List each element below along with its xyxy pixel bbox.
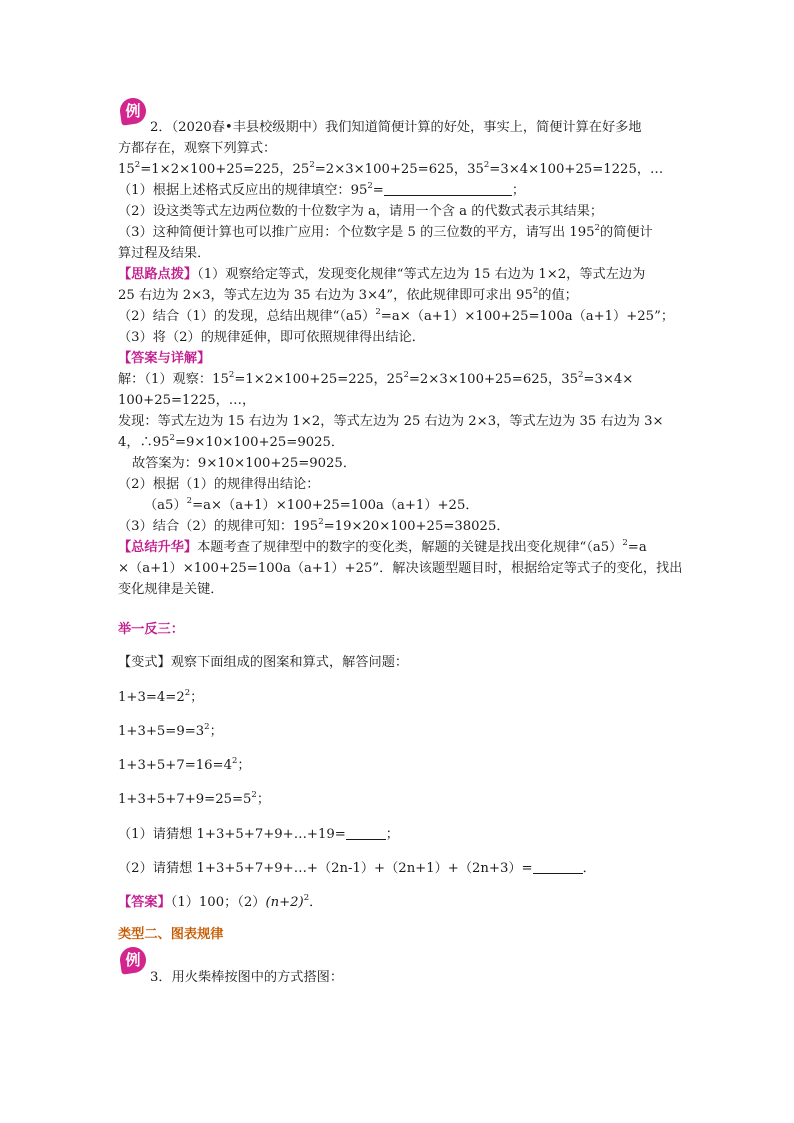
- practice-intro: 【变式】观察下面组成的图案和算式，解答问题：: [118, 655, 409, 670]
- summary-label: 【总结升华】: [118, 540, 198, 555]
- hint-line1: 【思路点拨】（1）观察给定等式，发现变化规律“等式左边为 15 右边为 1×2，等式左边为: [118, 267, 646, 282]
- hint-line3: （2）结合（1）的发现，总结出规律“$(a5)^2=a\times(a+1)\times 100+25=100a(a+1)+25$”；: [118, 307, 675, 324]
- example2-question1: （1）根据上述格式反应出的规律填空：$95^2=$ ；: [118, 181, 526, 198]
- practice-eq1: $1+3=4=2^2$；: [118, 688, 204, 705]
- answer-line4: 4，$\therefore 95^2=9\times 10\times 100+25=9025$．: [118, 433, 345, 450]
- answer-line7: $(a5)^2=a\times(a+1)\times 100+25=100a(a+1)+25$．: [144, 496, 479, 513]
- answer-blank[interactable]: [384, 181, 512, 196]
- example2-question2: （2）设这类等式左边两位数的十位数字为 a，请用一个含 a 的代数式表示其结果；: [118, 204, 604, 219]
- example3-line1: 3．用火柴棒按图中的方式搭图：: [150, 970, 344, 985]
- practice-question1: （1）请猜想 1+3+5+7+9+…+19= ；: [118, 827, 399, 842]
- example2-question3-cont: 算过程及结果．: [118, 246, 211, 261]
- answer-line8: （3）结合（2）的规律可知：$195^2=19\times 20\times 100+25=38025$．: [118, 517, 510, 534]
- answer-label: 【答案与详解】: [118, 351, 211, 366]
- practice-eq4: $1+3+5+7+9=25=5^2$；: [118, 790, 271, 807]
- practice-answer-label: 【答案】: [118, 895, 171, 910]
- example2-equations: $15^2=1\times 2\times 100+25=225$，$25^2=2\times 3\times 100+25=625$，$35^2=3\times 4\times 100+25=1225$，…: [118, 160, 664, 177]
- hint-line4: （3）将（2）的规律延伸，即可依照规律得出结论．: [118, 330, 425, 345]
- answer-blank[interactable]: [346, 825, 386, 840]
- practice-eq3: $1+3+5+7=16=4^2$；: [118, 756, 251, 773]
- answer-line1: 解：（1）观察：$15^2=1\times 2\times 100+25=225$，$25^2=2\times 3\times 100+25=625$，$35^2=3\times 4\times$: [118, 370, 634, 387]
- answer-expression: (n+2): [265, 895, 304, 910]
- answer-line5: 故答案为：9×10×100+25=9025．: [132, 456, 357, 471]
- hint-label: 【思路点拨】: [118, 267, 198, 282]
- example2-question3: （3）这种简便计算也可以推广应用：个位数字是 5 的三位数的平方，请写出 $195^2$的简便计: [118, 223, 653, 240]
- example-badge-icon: 例: [118, 947, 148, 975]
- section-heading-type2: 类型二、图表规律: [118, 927, 224, 942]
- answer-line2: 100+25=1225，…，: [118, 393, 256, 408]
- summary-line1: 【总结升华】本题考查了规律型中的数字的变化类，解题的关键是找出变化规律“$(a5)^2=a$: [118, 538, 647, 555]
- practice-answer: 【答案】（1）100；$(2)(n+2)^2$．: [118, 893, 323, 910]
- answer-blank[interactable]: [533, 859, 583, 874]
- summary-line3: 变化规律是关键．: [118, 582, 224, 597]
- practice-eq2: $1+3+5=9=3^2$；: [118, 722, 223, 739]
- hint-line2: 25 右边为 2×3，等式左边为 35 右边为 3×4”，依此规律即可求出 $95^2$的值；: [118, 286, 578, 303]
- answer-line3: 发现：等式左边为 15 右边为 1×2，等式左边为 25 右边为 2×3，等式左边为 35 右边为 3×: [118, 414, 664, 429]
- example2-line1: 2．（2020春•丰县校级期中）我们知道简便计算的好处，事实上，简便计算在好多地: [150, 120, 642, 135]
- example-badge-icon: 例: [118, 98, 148, 126]
- practice-question2: （2）请猜想 1+3+5+7+9+…+（2n-1）+（2n+1）+（2n+3）= ．: [118, 861, 596, 876]
- practice-heading: 举一反三：: [118, 622, 184, 637]
- example2-line2: 方都存在，观察下列算式：: [118, 141, 277, 156]
- answer-line6: （2）根据（1）的规律得出结论：: [118, 477, 320, 492]
- summary-line2: ×（a+1）×100+25=100a（a+1）+25”．解决该题型题目时，根据给定等式子的变化，找出: [118, 561, 683, 576]
